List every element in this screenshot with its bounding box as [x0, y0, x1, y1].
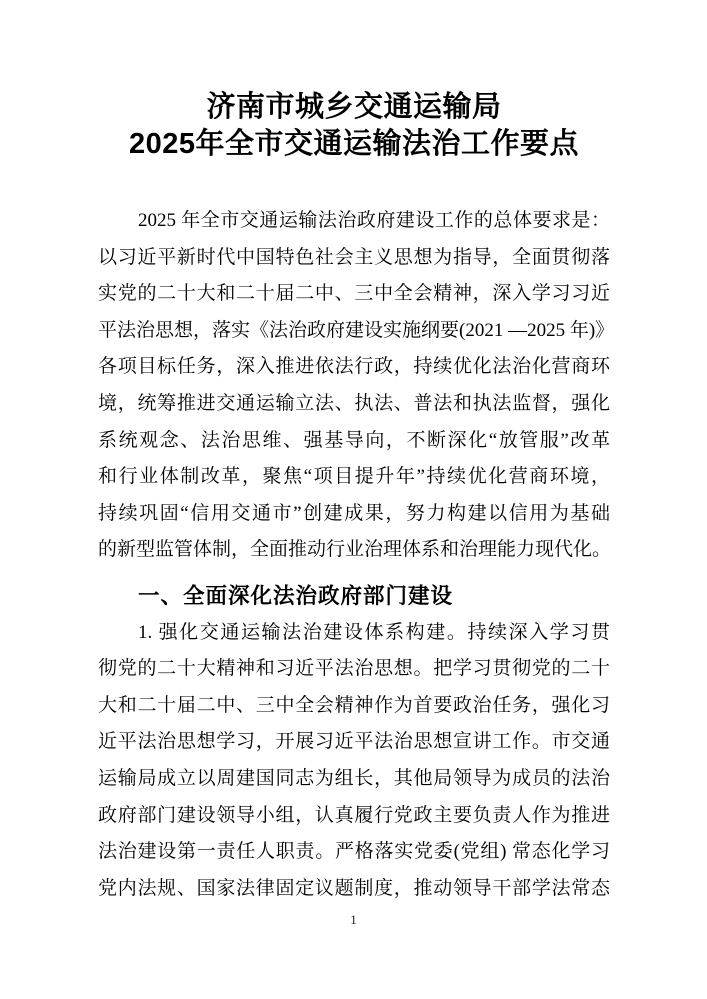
title-line-2: 2025年全市交通运输法治工作要点 [128, 128, 579, 160]
title-line-1: 济南市城乡交通运输局 [206, 91, 502, 123]
text-line: 和行业体制改革，聚焦“项目提升年”持续优化营商环境， [98, 466, 610, 488]
text-line: 各项目标任务，深入推进依法行政，持续优化法治化营商环 [98, 356, 610, 378]
section-1-paragraph [98, 615, 610, 908]
page-number: 1 [350, 912, 357, 927]
text-line: 大和二十届二中、三中全会精神作为首要政治任务，强化习 [98, 694, 610, 716]
text-line: 运输局成立以周建国同志为组长，其他局领导为成员的法治 [98, 767, 610, 789]
text-line: 系统观念、法治思维、强基导向，不断深化“放管服”改革 [98, 429, 610, 451]
text-line: 党内法规、国家法律固定议题制度，推动领导干部学法常态 [98, 877, 610, 899]
text-line: 实党的二十大和二十届二中、三中全会精神，深入学习习近 [98, 283, 610, 305]
page-content [98, 0, 615, 907]
text-line: 彻党的二十大精神和习近平法治思想。把学习贯彻党的二十 [98, 658, 610, 680]
document-title [98, 89, 610, 163]
text-line: 1. 强化交通运输法治建设体系构建。持续深入学习贯 [138, 621, 610, 643]
text-line: 境，统筹推进交通运输立法、执法、普法和执法监督，强化 [98, 392, 610, 414]
text-line: 政府部门建设领导小组，认真履行党政主要负责人作为推进 [98, 804, 610, 826]
text-line: 近平法治思想学习，开展习近平法治思想宣讲工作。市交通 [98, 731, 610, 753]
text-line: 法治建设第一责任人职责。严格落实党委(党组) 常态化学习 [98, 841, 610, 863]
text-line: 持续巩固“信用交通市”创建成果，努力构建以信用为基础 [98, 502, 610, 524]
text-line: 的新型监管体制，全面推动行业治理体系和治理能力现代化。 [98, 539, 612, 561]
text-line: 以习近平新时代中国特色社会主义思想为指导，全面贯彻落 [98, 246, 610, 268]
intro-paragraph [98, 203, 615, 569]
section-heading-1: 一、全面深化法治政府部门建设 [138, 583, 454, 608]
text-line: 2025 年全市交通运输法治政府建设工作的总体要求是： [138, 210, 610, 231]
text-line: 平法治思想，落实《法治政府建设实施纲要(2021 —2025 年)》 [98, 319, 615, 341]
